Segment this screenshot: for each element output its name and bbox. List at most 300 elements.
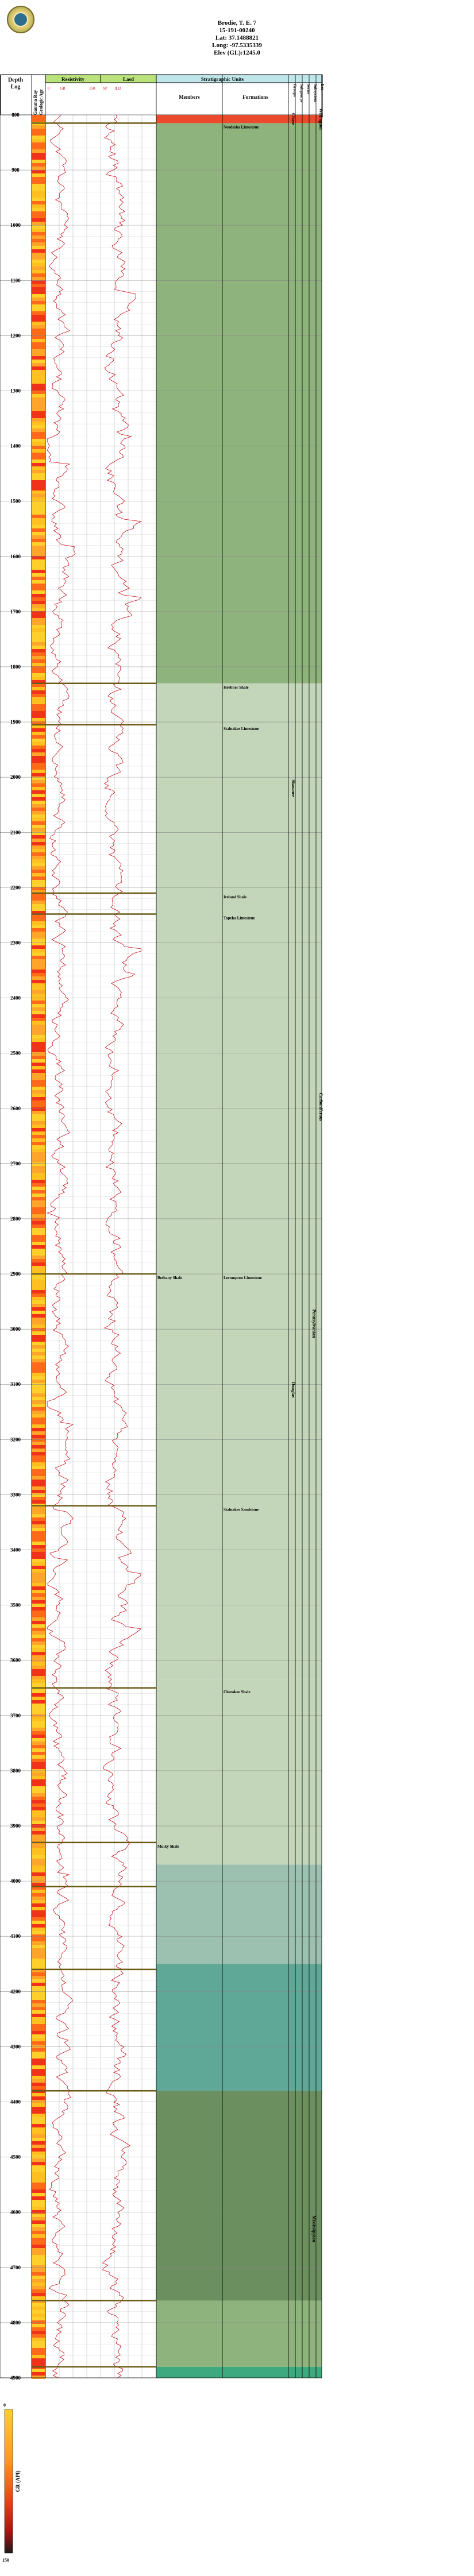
gr-color-cell	[32, 235, 45, 239]
gr-color-cell	[32, 1090, 45, 1094]
gr-color-cell	[32, 1859, 45, 1862]
gr-color-cell	[32, 1097, 45, 1100]
gr-color-cell	[32, 825, 45, 828]
gr-color-cell	[32, 780, 45, 783]
gr-color-cell	[32, 1400, 45, 1404]
gr-color-cell	[32, 2203, 45, 2207]
gr-color-cell	[32, 1159, 45, 1163]
gr-color-cell	[32, 2062, 45, 2065]
gr-color-cell	[32, 325, 45, 329]
gr-color-cell	[32, 2183, 45, 2186]
gr-color-cell	[32, 1362, 45, 1366]
gr-color-cell	[32, 1028, 45, 1032]
gr-color-cell	[32, 1600, 45, 1604]
gr-color-cell	[32, 1345, 45, 1349]
gr-color-cell	[32, 2258, 45, 2262]
depth-tick-label: 4500	[10, 2154, 21, 2160]
gr-color-cell	[32, 1993, 45, 1996]
depth-tick-label: 4800	[10, 2319, 21, 2326]
age-label: Pennsylvanian	[311, 1309, 317, 1338]
depth-tick-label: 1000	[10, 222, 21, 229]
gr-color-cell	[32, 1593, 45, 1597]
gr-color-cell	[32, 735, 45, 739]
gr-color-cell	[32, 2048, 45, 2052]
gr-color-cell	[32, 2241, 45, 2245]
gr-color-cell	[32, 1710, 45, 1714]
gr-color-cell	[32, 2314, 45, 2317]
gr-color-cell	[32, 463, 45, 466]
gr-color-cell	[32, 1965, 45, 1969]
gr-color-cell	[32, 859, 45, 863]
member-label: Mulky Shale	[157, 1844, 179, 1849]
depth-tick-label: 2400	[10, 995, 21, 1001]
gr-color-cell	[32, 1721, 45, 1724]
gr-color-cell	[32, 415, 45, 418]
gr-color-cell	[32, 1917, 45, 1921]
gr-color-cell	[32, 1628, 45, 1631]
gr-color-cell	[32, 1335, 45, 1338]
depth-tick-label: 1300	[10, 388, 21, 394]
gr-color-cell	[32, 132, 45, 136]
gr-color-cell	[32, 939, 45, 942]
strat-bands	[32, 115, 322, 2379]
gr-color-cell	[32, 1380, 45, 1383]
depth-tick-label: 1500	[10, 498, 21, 504]
gr-color-cell	[32, 1025, 45, 1028]
gr-color-cell	[32, 473, 45, 477]
gr-color-cell	[32, 1962, 45, 1965]
gr-color-cell	[32, 246, 45, 249]
gr-color-cell	[32, 349, 45, 353]
gr-color-cell	[32, 1852, 45, 1855]
gr-color-cell	[32, 635, 45, 639]
age-label: Chase	[291, 113, 296, 125]
gr-color-cell	[32, 1138, 45, 1142]
gr-color-cell	[32, 752, 45, 756]
well-api: 15-191-00240	[219, 27, 255, 34]
gr-color-cell	[32, 232, 45, 235]
subsystem-header: Subsystem	[313, 84, 318, 102]
gr-color-cell	[32, 1555, 45, 1559]
gr-color-cell	[32, 701, 45, 704]
gr-color-cell	[32, 804, 45, 808]
formation-label: Topeka Limestone	[223, 916, 255, 921]
gr-color-cell	[32, 1797, 45, 1800]
gr-color-cell	[32, 615, 45, 618]
gr-color-cell	[32, 277, 45, 280]
gr-color-cell	[32, 1741, 45, 1745]
gr-color-cell	[32, 652, 45, 656]
gr-color-cell	[32, 1300, 45, 1304]
gr-color-cell	[32, 559, 45, 563]
age-label: Shawnee	[291, 779, 296, 797]
depth-tick-label: 3200	[10, 1436, 21, 1443]
depth-tick-label: 3900	[10, 1823, 21, 1829]
gr-color-cell	[32, 342, 45, 346]
gr-color-cell	[32, 2162, 45, 2165]
gr-color-cell	[32, 142, 45, 146]
gr-color-cell	[32, 821, 45, 825]
gr-color-cell	[32, 1118, 45, 1121]
gr-color-cell	[32, 1280, 45, 1283]
gr-color-cell	[32, 2052, 45, 2055]
gr-color-cell	[32, 976, 45, 980]
strat-interval	[156, 123, 322, 253]
gr-color-cell	[32, 801, 45, 804]
gr-color-cell	[32, 756, 45, 759]
gr-color-cell	[32, 1063, 45, 1066]
gr-color-cell	[32, 2141, 45, 2145]
gr-color-cell	[32, 2138, 45, 2141]
depth-tick-label: 3700	[10, 1712, 21, 1718]
depth-tick-label: 2800	[10, 1215, 21, 1222]
gr-color-cell	[32, 1266, 45, 1269]
gr-color-cell	[32, 1452, 45, 1455]
gr-color-cell	[32, 1666, 45, 1669]
depth-tick-label: 2300	[10, 940, 21, 946]
gr-color-cell	[32, 2186, 45, 2189]
gr-color-cell	[32, 2158, 45, 2162]
gr-color-cell	[32, 1635, 45, 1638]
gr-color-cell	[32, 170, 45, 173]
gr-color-cell	[32, 173, 45, 177]
gr-color-cell	[32, 1883, 45, 1886]
gr-color-cell	[32, 2196, 45, 2200]
gr-color-cell	[32, 1249, 45, 1252]
formation-label: Neodesha Limestone	[223, 125, 259, 130]
gr-color-cell	[32, 384, 45, 387]
well-long: Long: -97.5335339	[212, 42, 262, 49]
gr-color-cell	[32, 663, 45, 666]
gr-color-cell	[32, 273, 45, 277]
gr-color-cell	[32, 1948, 45, 1952]
gr-color-cell	[32, 1897, 45, 1900]
gr-color-cell	[32, 1783, 45, 1786]
gr-color-cell	[32, 2245, 45, 2248]
gr-color-cell	[32, 356, 45, 360]
gr-color-cell	[32, 1542, 45, 1545]
gr-scale-min: 0	[48, 86, 50, 91]
gr-color-cell	[32, 870, 45, 873]
gr-color-cell	[32, 1169, 45, 1173]
gr-color-cell	[32, 1190, 45, 1194]
gr-color-cell	[32, 1776, 45, 1779]
gr-color-cell	[32, 1194, 45, 1197]
gr-color-cell	[32, 401, 45, 404]
gr-color-cell	[32, 2003, 45, 2007]
gr-color-cell	[32, 1338, 45, 1342]
depth-header: Depth	[7, 77, 24, 83]
gr-color-cell	[32, 428, 45, 432]
depth-tick-label: 2100	[10, 829, 21, 836]
gr-color-cell	[32, 1810, 45, 1814]
gr-color-cell	[32, 601, 45, 604]
gr-color-cell	[32, 453, 45, 456]
gr-color-cell	[32, 1697, 45, 1700]
gr-color-cell	[32, 397, 45, 401]
gr-color-cell	[32, 704, 45, 708]
gr-color-cell	[32, 2024, 45, 2027]
gr-color-cell	[32, 932, 45, 935]
gr-color-cell	[32, 1972, 45, 1976]
gr-color-cell	[32, 1342, 45, 1345]
gr-color-cell	[32, 1779, 45, 1783]
depth-tick-label: 3400	[10, 1547, 21, 1553]
groups-header: Groups	[292, 84, 297, 97]
gr-color-cell	[32, 2114, 45, 2117]
gr-color-cell	[32, 422, 45, 425]
gr-color-cell	[32, 2103, 45, 2107]
gr-color-cell	[32, 525, 45, 528]
gr-color-cell	[32, 1617, 45, 1621]
gr-color-cell	[32, 1490, 45, 1493]
gr-color-cell	[32, 1817, 45, 1821]
gr-color-cell	[32, 590, 45, 594]
gr-color-cell	[32, 1349, 45, 1352]
gr-color-cell	[32, 301, 45, 304]
gr-color-cell	[32, 425, 45, 428]
gr-color-cell	[32, 1259, 45, 1262]
gr-color-cell	[32, 298, 45, 301]
strat-interval	[156, 2300, 322, 2366]
gr-color-cell	[32, 387, 45, 391]
gr-color-cell	[32, 2231, 45, 2234]
gr-color-cell	[32, 1983, 45, 1986]
gr-color-cell	[32, 876, 45, 880]
gr-color-cell	[32, 1569, 45, 1573]
gr-color-cell	[32, 508, 45, 511]
gr-color-cell	[32, 907, 45, 911]
gr-color-cell	[32, 1011, 45, 1014]
gr-color-cell	[32, 1576, 45, 1579]
gr-color-cell	[32, 787, 45, 790]
gr-color-cell	[32, 697, 45, 701]
gr-color-cell	[32, 2189, 45, 2193]
gr-color-cell	[32, 1845, 45, 1848]
gr-color-cell	[32, 487, 45, 491]
gr-color-cell	[32, 1928, 45, 1931]
gr-color-cell	[32, 2303, 45, 2307]
gr-color-cell	[32, 2283, 45, 2286]
gr-color-cell	[32, 783, 45, 787]
gr-color-cell	[32, 918, 45, 921]
gr-color-cell	[32, 2341, 45, 2345]
gr-color-cell	[32, 2320, 45, 2324]
gr-color-cell	[32, 1517, 45, 1521]
gr-color-cell	[32, 1076, 45, 1080]
depth-tick-label: 4400	[10, 2099, 21, 2105]
gr-color-cell	[32, 1679, 45, 1683]
gr-color-cell	[32, 1579, 45, 1583]
gr-color-cell	[32, 1397, 45, 1400]
gr-color-cell	[32, 1903, 45, 1907]
gr-color-cell	[32, 391, 45, 394]
gr-color-cell	[32, 1187, 45, 1190]
gr-color-cell	[32, 670, 45, 673]
gr-color-cell	[32, 621, 45, 625]
gr-color-cell	[32, 2124, 45, 2127]
gr-color-cell	[32, 1831, 45, 1835]
gr-color-cell	[32, 945, 45, 949]
gr-color-cell	[32, 873, 45, 876]
gr-color-cell	[32, 1376, 45, 1380]
gr-color-cell	[32, 2017, 45, 2021]
gr-color-cell	[32, 353, 45, 356]
gr-color-cell	[32, 2179, 45, 2183]
gr-color-cell	[32, 1404, 45, 1407]
gr-color-cell	[32, 553, 45, 556]
gr-color-cell	[32, 839, 45, 842]
gr-color-cell	[32, 408, 45, 411]
gr-color-cell	[32, 2117, 45, 2121]
gr-color-cell	[32, 1624, 45, 1628]
gr-color-cell	[32, 1355, 45, 1359]
gr-color-cell	[32, 573, 45, 577]
gr-color-cell	[32, 494, 45, 497]
gr-color-cell	[32, 1597, 45, 1600]
gr-color-cell	[32, 1748, 45, 1752]
depth-tick-label: 3100	[10, 1381, 21, 1388]
gr-color-cell	[32, 208, 45, 211]
gr-color-cell	[32, 1676, 45, 1679]
gr-color-cell	[32, 1700, 45, 1704]
depth-tick-label: 1100	[10, 277, 21, 284]
gr-legend-min: 0	[3, 2403, 6, 2408]
gr-color-cell	[32, 139, 45, 142]
gr-color-cell	[32, 2331, 45, 2334]
strat-units-header: Stratigraphic Units	[201, 76, 244, 82]
depth-tick-label: 4900	[10, 2375, 21, 2381]
gr-color-cell	[32, 2348, 45, 2351]
gr-color-cell	[32, 1986, 45, 1990]
gr-color-cell	[32, 1142, 45, 1145]
gr-color-cell	[32, 1893, 45, 1897]
gr-color-cell	[32, 1111, 45, 1114]
gr-color-cell	[32, 2345, 45, 2348]
gr-color-cell	[32, 2010, 45, 2014]
gr-color-cell	[32, 1125, 45, 1128]
gr-color-cell	[32, 1924, 45, 1928]
gr-color-cell	[32, 580, 45, 584]
gr-color-cell	[32, 2110, 45, 2114]
gr-color-cell	[32, 1321, 45, 1324]
gr-color-cell	[32, 1066, 45, 1069]
gr-color-cell	[32, 239, 45, 242]
gr-color-cell	[32, 959, 45, 963]
gr-color-cell	[32, 1131, 45, 1135]
gr-color-cell	[32, 1221, 45, 1225]
gr-color-cell	[32, 1531, 45, 1535]
gr-color-cell	[32, 746, 45, 749]
gr-color-cell	[32, 563, 45, 566]
gr-color-cell	[32, 1245, 45, 1249]
gr-color-cell	[32, 322, 45, 325]
gr-color-cell	[32, 1001, 45, 1004]
gr-color-cell	[32, 539, 45, 542]
gr-color-cell	[32, 673, 45, 677]
gr-color-cell	[32, 380, 45, 384]
gr-color-cell	[32, 1762, 45, 1766]
gr-color-cell	[32, 1996, 45, 2000]
resistivity-curve	[102, 115, 141, 2378]
gr-color-cell	[32, 866, 45, 870]
gr-color-cell	[32, 1038, 45, 1042]
gr-color-cell	[32, 949, 45, 952]
gr-color-cell	[32, 1383, 45, 1387]
depth-tick-label: 4600	[10, 2209, 21, 2215]
gr-color-cell	[32, 608, 45, 611]
gr-color-cell	[32, 656, 45, 659]
gr-color-cell	[32, 983, 45, 987]
gr-color-cell	[32, 535, 45, 539]
depth-tick-label: 1600	[10, 553, 21, 559]
depth-tick-label: 3000	[10, 1326, 21, 1333]
gr-legend-title: GR (API)	[15, 2470, 21, 2492]
gr-color-cell	[32, 1307, 45, 1311]
formation-label: Cherokee Shale	[223, 1689, 251, 1694]
gr-color-cell	[32, 1331, 45, 1335]
gr-color-cell	[32, 1262, 45, 1266]
gr-color-cell	[32, 1821, 45, 1824]
gr-color-cell	[32, 470, 45, 473]
depth-tick-label: 1200	[10, 333, 21, 339]
gr-color-cell	[32, 594, 45, 597]
gr-color-cell	[32, 1176, 45, 1180]
strat-interval	[156, 1964, 322, 2091]
gr-color-cell	[32, 136, 45, 139]
age-label: Mississippian	[311, 2215, 317, 2242]
gr-color-cell	[32, 1786, 45, 1790]
depth-tick-label: 800	[11, 112, 20, 118]
gr-color-cell	[32, 2014, 45, 2017]
gr-color-cell	[32, 1614, 45, 1617]
gr-color-cell	[32, 808, 45, 811]
gr-color-cell	[32, 2069, 45, 2072]
gr-color-cell	[32, 177, 45, 180]
gr-color-cell	[32, 1621, 45, 1624]
gr-color-cell	[32, 797, 45, 801]
age-label: Douglas	[291, 1382, 296, 1398]
gr-color-cell	[32, 515, 45, 518]
gr-color-cell	[32, 1328, 45, 1331]
gr-color-cell	[32, 1638, 45, 1642]
gr-color-cell	[32, 1087, 45, 1090]
gr-color-cell	[32, 346, 45, 349]
depth-tick-label: 2000	[10, 774, 21, 781]
gr-color-cell	[32, 1704, 45, 1707]
gr-color-cell	[32, 2079, 45, 2083]
well-name: Brodie, T. E. 7	[217, 20, 257, 26]
gr-color-cell	[32, 1738, 45, 1741]
gr-color-cell	[32, 1772, 45, 1776]
gr-color-cell	[32, 1528, 45, 1531]
resistivity-header: Resistivity	[61, 76, 84, 82]
gr-color-cell	[32, 2072, 45, 2076]
gr-color-cell	[32, 304, 45, 308]
gr-color-cell	[32, 1442, 45, 1445]
depth-tick-label: 2500	[10, 1050, 21, 1056]
gr-color-cell	[32, 1483, 45, 1486]
gr-color-cell	[32, 1717, 45, 1721]
gr-color-cell	[32, 418, 45, 422]
gr-color-cell	[32, 1173, 45, 1176]
gr-color-cell	[32, 222, 45, 225]
gr-legend-bar	[5, 2409, 13, 2553]
gr-color-cell	[32, 994, 45, 997]
gr-color-cell	[32, 1648, 45, 1652]
gr-color-cell	[32, 2065, 45, 2069]
gr-color-cell	[32, 690, 45, 694]
